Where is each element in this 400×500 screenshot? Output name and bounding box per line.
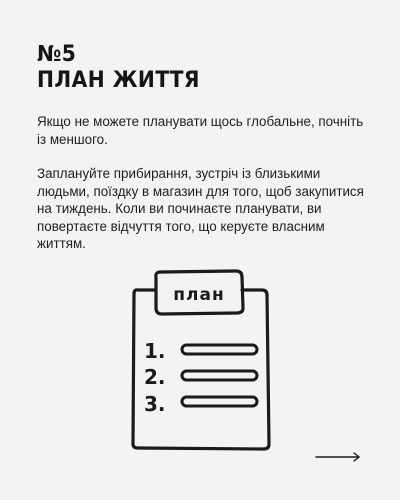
clipboard-tab-label: план [173,285,225,305]
paragraph-intro: Якщо не можете планувати щось глобальне, почніть із меншого. [37,114,364,147]
plan-clipboard-illustration [126,268,276,452]
arrow-right-icon[interactable] [315,451,361,463]
list-line-2 [182,371,257,380]
list-line-3 [182,397,257,406]
paragraph-details: Заплануйте прибирання, зустріч із близькими людьми, поїздку в магазин для того, щоб закупитися на тиждень. Коли ви починаєте планувати, ви повертаєте відчуття того, що керуєте власним життям. [37,166,364,251]
heading-title: ПЛАН ЖИТТЯ [37,68,200,93]
list-number-2: 2. [144,365,166,389]
list-line-1 [182,345,257,354]
list-number-3: 3. [144,392,166,416]
heading-number: №5 [37,42,77,67]
body-text [37,113,372,270]
page-heading [37,42,200,94]
list-number-1: 1. [144,339,166,363]
